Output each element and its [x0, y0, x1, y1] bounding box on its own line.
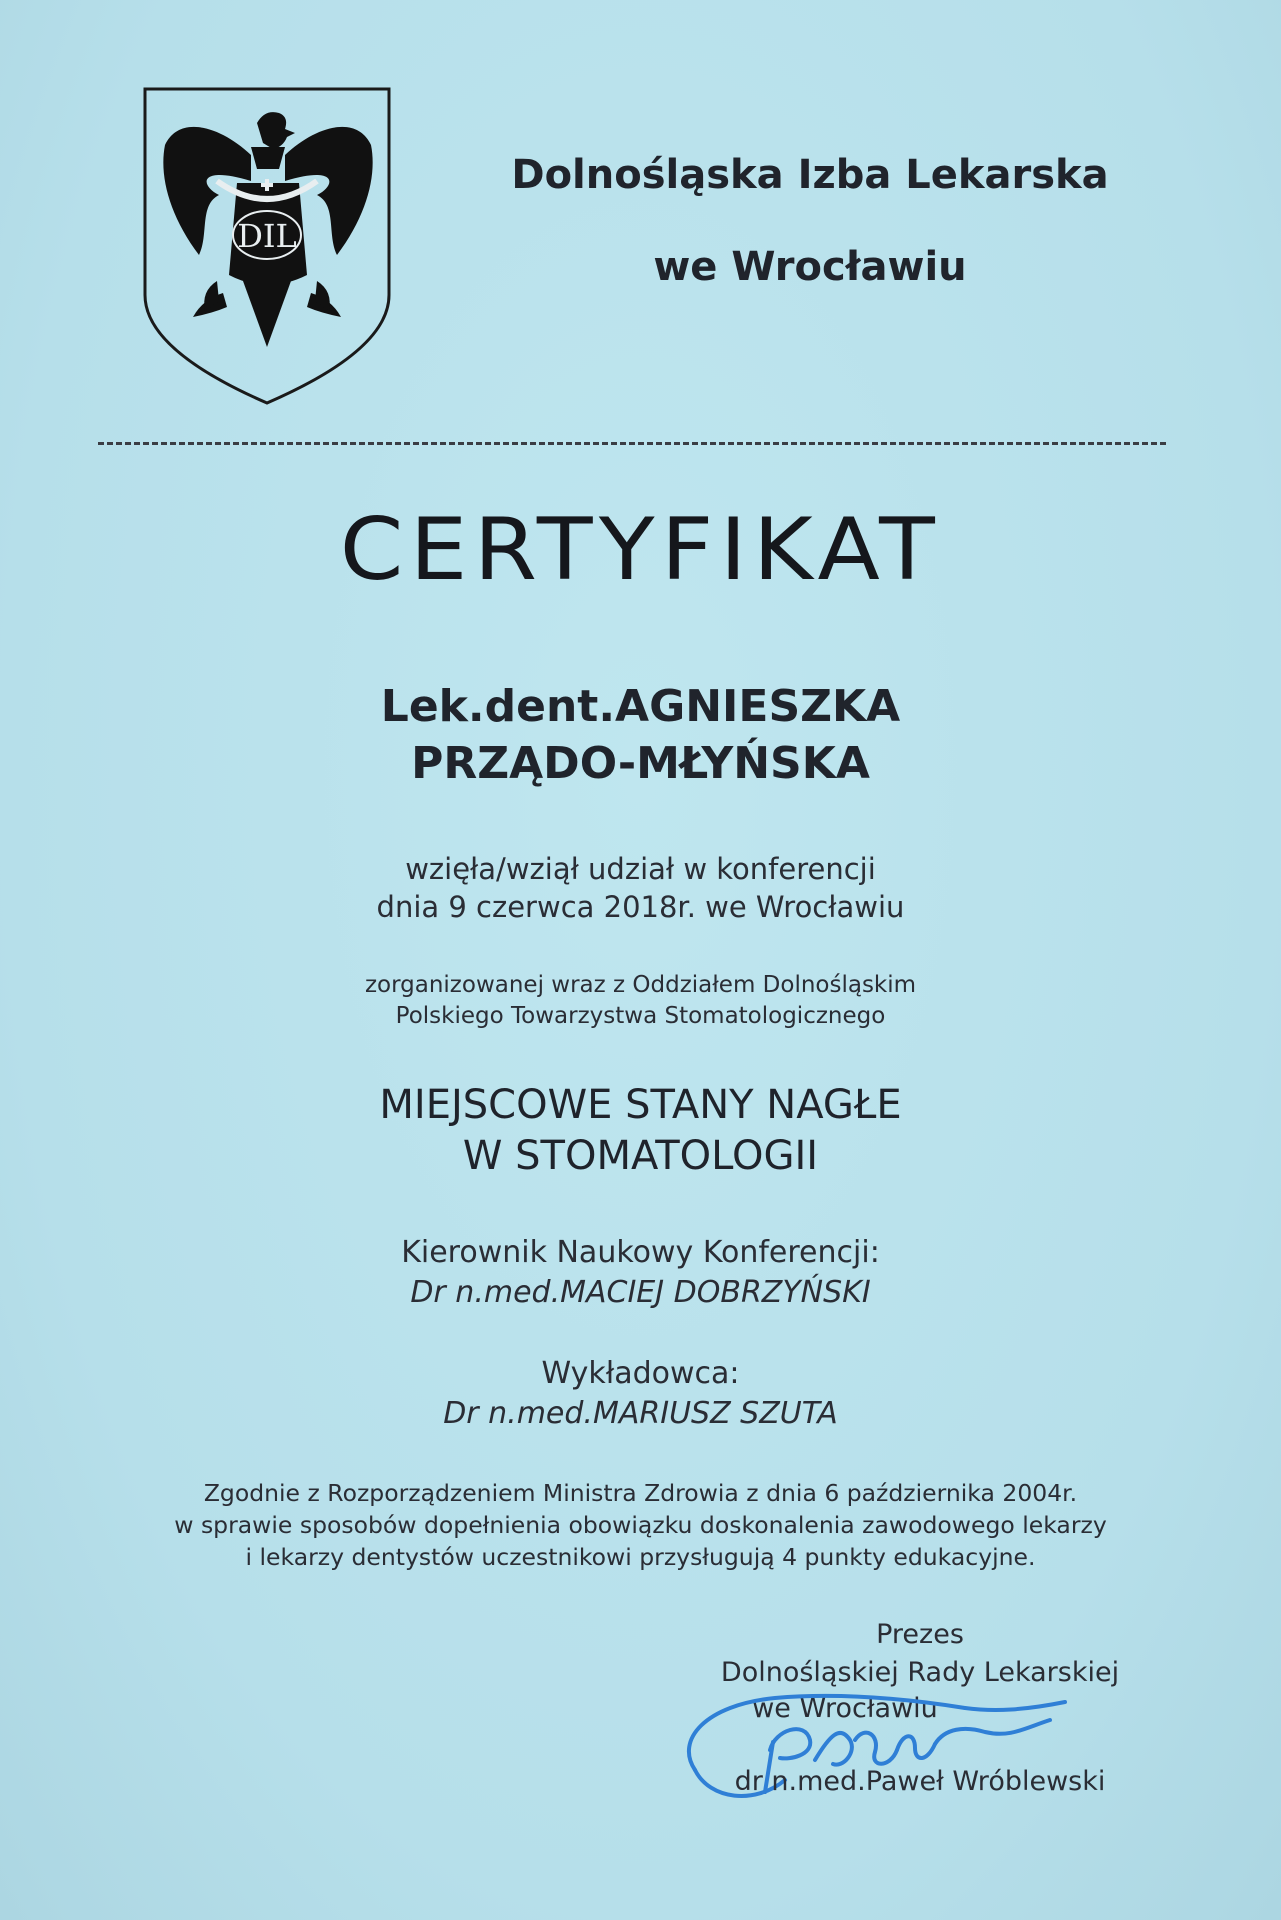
legal-notice: [0, 1477, 1281, 1573]
crest-letters: DIL: [237, 217, 297, 255]
org-name-line1: Dolnośląska Izba Lekarska: [511, 152, 1109, 198]
organization-name: [440, 145, 1180, 297]
organizer-line2: Polskiego Towarzystwa Stomatologicznego: [395, 1003, 886, 1029]
recipient-line2: PRZĄDO-MŁYŃSKA: [411, 738, 870, 789]
conference-topic: [0, 1080, 1281, 1182]
handwritten-signature: [665, 1680, 1125, 1820]
signatory-title: Prezes: [876, 1619, 964, 1650]
signatory-organization: Dolnośląskiej Rady Lekarskiej: [720, 1657, 1120, 1688]
legal-line1: Zgodnie z Rozporządzeniem Ministra Zdrowia z dnia 6 października 2004r.: [203, 1479, 1078, 1507]
organizer-text: [0, 970, 1281, 1032]
lecturer-name: Dr n.med.MARIUSZ SZUTA: [443, 1396, 838, 1431]
certificate-title: CERTYFIKAT: [339, 500, 942, 600]
signatory-name: dr n.med.Paweł Wróblewski: [734, 1766, 1106, 1797]
scientific-leader-label: Kierownik Naukowy Konferencji:: [401, 1235, 880, 1270]
participation-text: [0, 850, 1281, 926]
scientific-leader-name: Dr n.med.MACIEJ DOBRZYŃSKI: [410, 1275, 871, 1310]
legal-line2: w sprawie sposobów dopełnienia obowiązku doskonalenia zawodowego lekarzy: [174, 1511, 1107, 1539]
topic-line1: MIEJSCOWE STANY NAGŁE: [379, 1082, 902, 1128]
lecturer-label: Wykładowca:: [541, 1356, 740, 1391]
participation-line1: wzięła/wziął udział w konferencji: [405, 852, 876, 886]
signatory-city: we Wrocławiu: [752, 1693, 938, 1724]
legal-line3: i lekarzy dentystów uczestnikowi przysługują 4 punkty edukacyjne.: [245, 1543, 1036, 1571]
participation-line2: dnia 9 czerwca 2018r. we Wrocławiu: [376, 890, 905, 924]
recipient-name: [0, 678, 1281, 792]
dashed-divider: [98, 442, 1166, 445]
topic-line2: W STOMATOLOGII: [462, 1133, 819, 1179]
recipient-line1: Lek.dent.AGNIESZKA: [380, 681, 901, 732]
org-name-line2: we Wrocławiu: [653, 244, 967, 290]
organizer-line1: zorganizowanej wraz z Oddziałem Dolnośląskim: [364, 972, 917, 998]
eagle-crest-logo: [139, 85, 395, 407]
